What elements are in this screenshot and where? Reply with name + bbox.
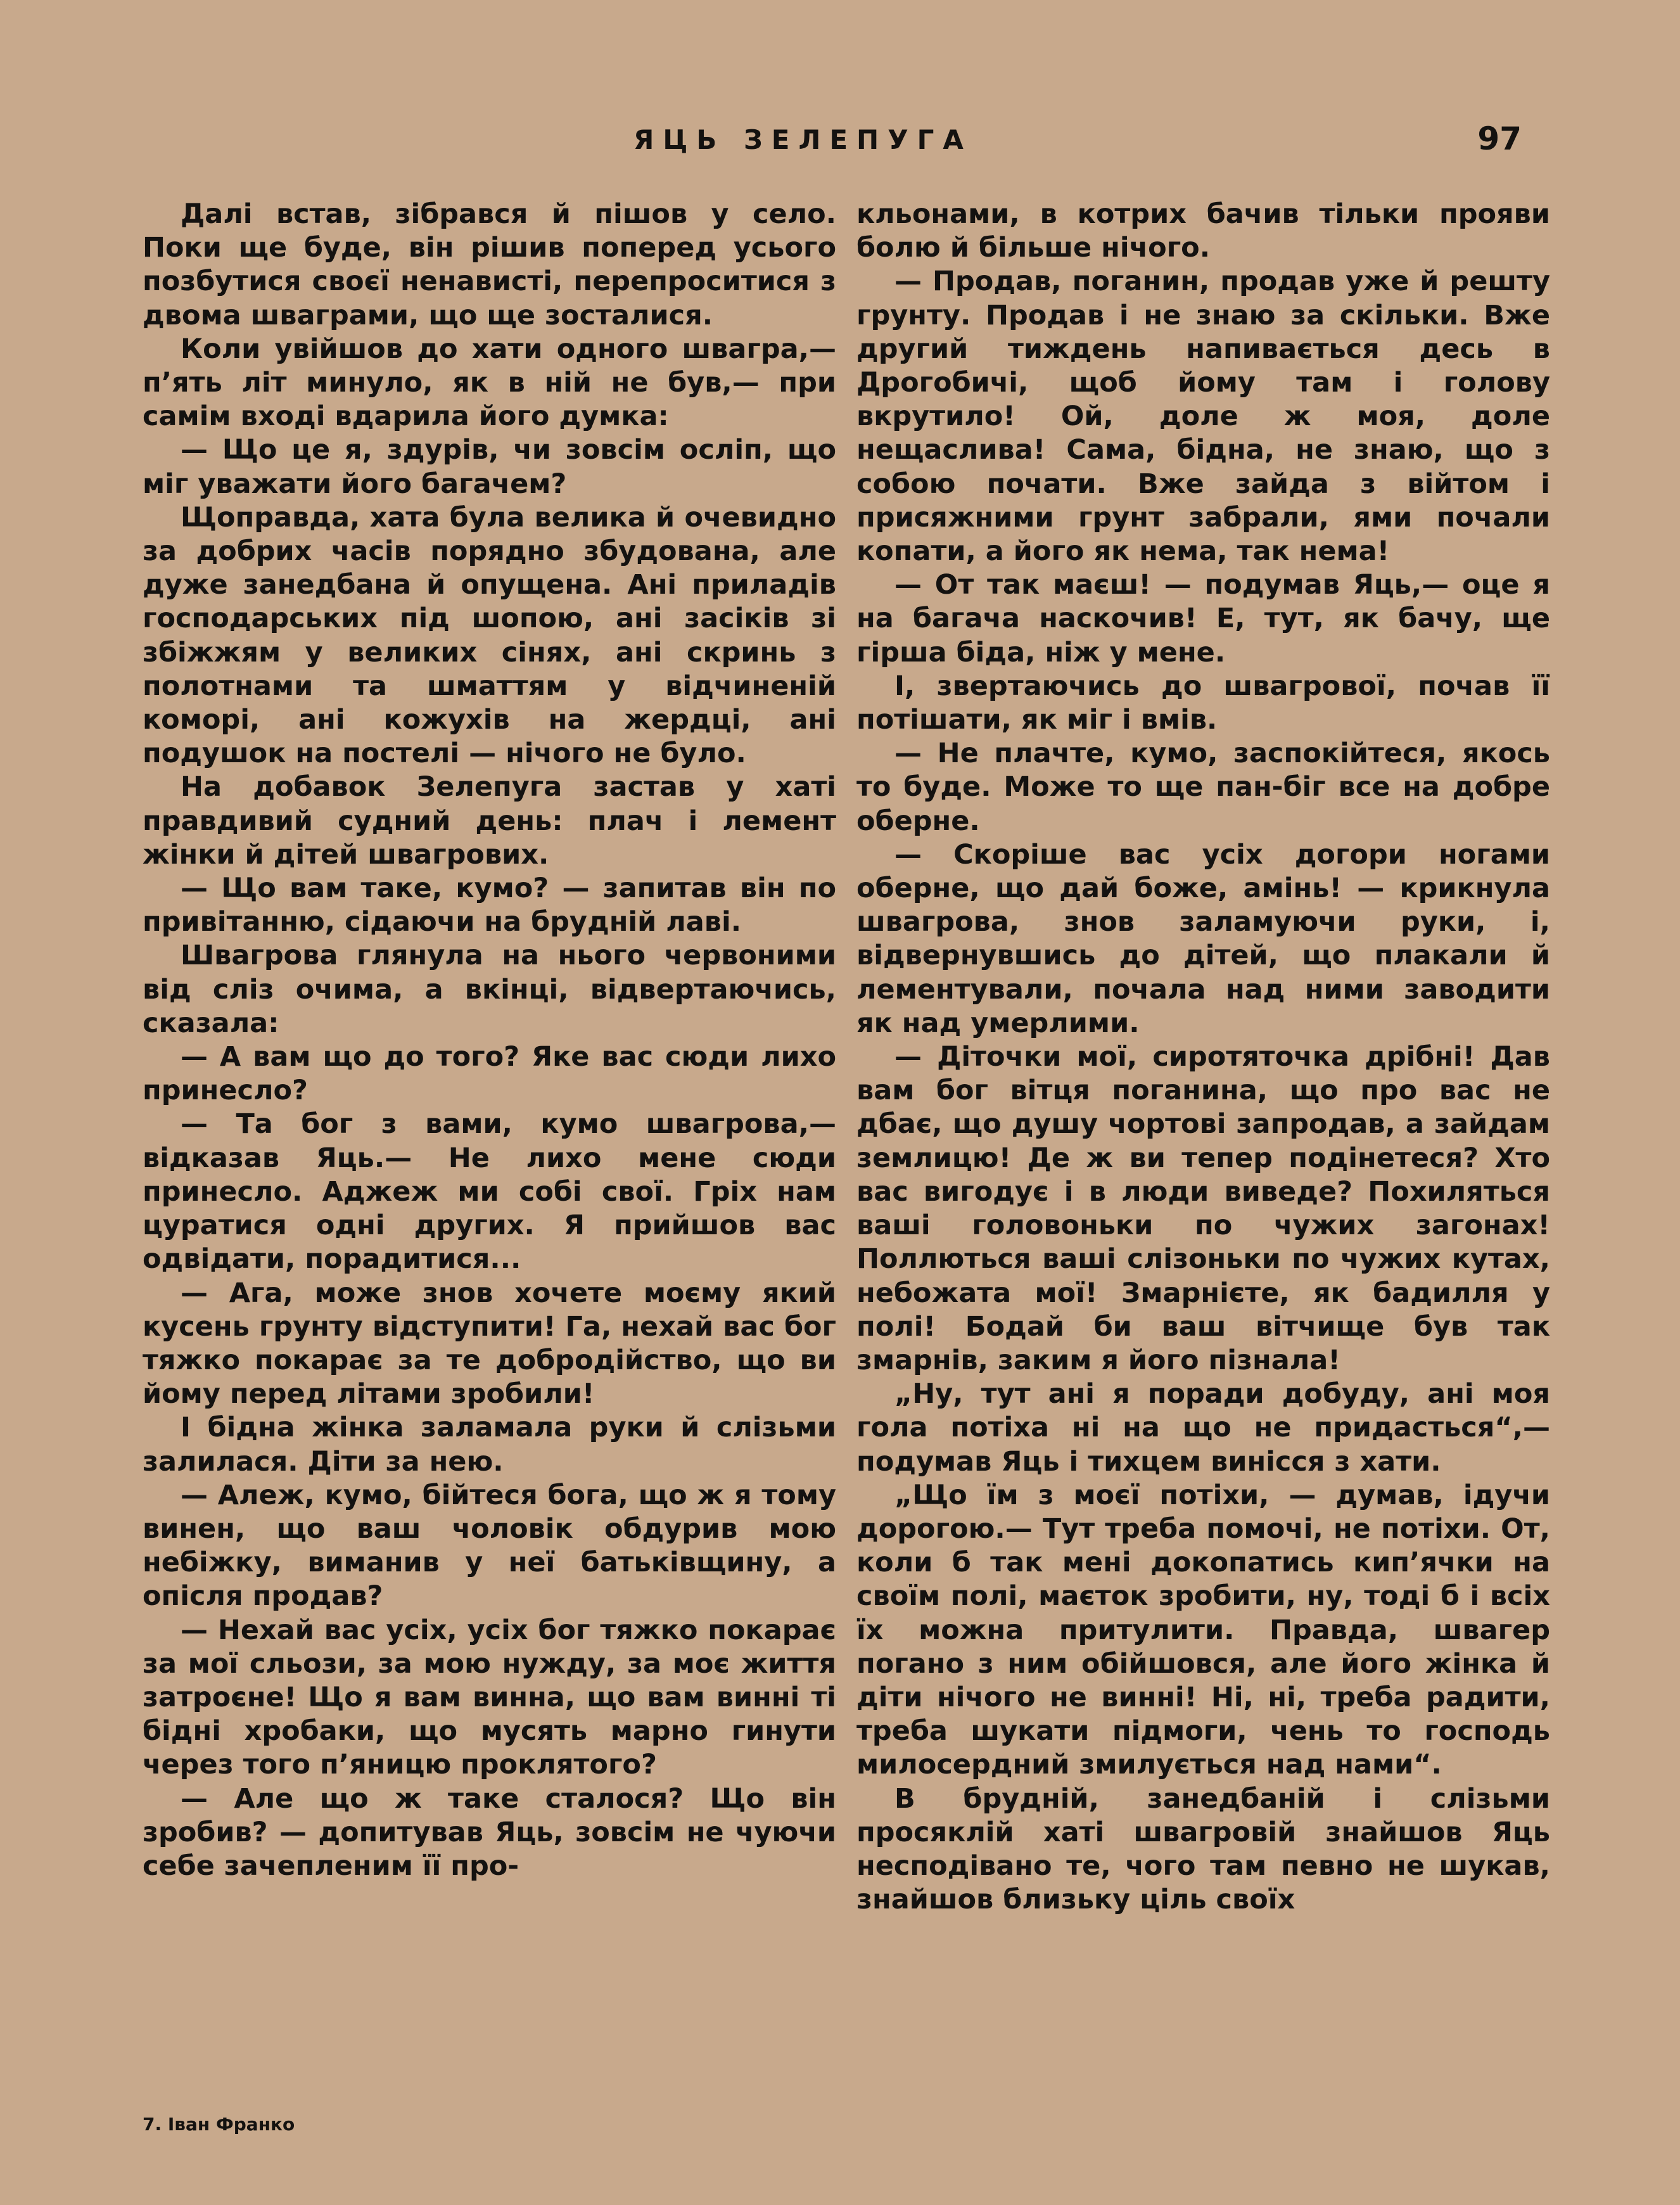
paragraph: — Продав, поганин, продав уже й решту грунту. Продав і не знаю за скільки. Вже другий тиждень напивається десь в Дрогобичі, щоб йому там і голову вкрутило! Ой, доле ж моя, доле нещаслива! Сама, бідна, не знаю, що з собою почати. Вже зайда з війтом і присяжними грунт забрали, ями почали копати, а його як нема, так нема! [856, 265, 1550, 568]
running-title: ЯЦЬ ЗЕЛЕПУГА [633, 124, 972, 155]
paragraph: — Що це я, здурів, чи зовсім осліп, що міг уважати його багачем? [143, 434, 836, 500]
paragraph: — От так маєш! — подумав Яць,— оце я на багача наскочив! Е, тут, як бачу, ще гірша біда, ніж у мене. [856, 569, 1550, 668]
paragraph: — Алеж, кумо, бійтеся бога, що ж я тому винен, що ваш чоловік обдурив мою небіжку, виманив у неї батьківщину, а опісля продав? [143, 1479, 836, 1613]
paragraph: — А вам що до того? Яке вас сюди лихо принесло? [143, 1041, 836, 1107]
page-number: 97 [1477, 120, 1522, 157]
right-column [856, 198, 1550, 1917]
paragraph: В брудній, занедбаній і слізьми просяклій хаті швагровій знайшов Яць несподівано те, чого там певно не шукав, знайшов близьку ціль своїх [856, 1782, 1550, 1916]
paragraph: — Але що ж таке сталося? Що він зробив? — допитував Яць, зовсім не чуючи себе зачепленим її про- [143, 1782, 836, 1882]
signature-mark: 7. Іван Франко [143, 2114, 295, 2135]
paragraph: — Ага, може знов хочете моєму який кусень грунту відступити! Га, нехай вас бог тяжко покарає за те добродійство, що ви йому перед літами зробили! [143, 1277, 836, 1410]
paragraph: Коли увійшов до хати одного швагра,— п’ять літ минуло, як в ній не був,— при самім вході вдарила його думка: [143, 333, 836, 433]
paragraph: — Нехай вас усіх, усіх бог тяжко покарає за мої сльози, за мою нужду, за моє життя затроєне! Що я вам винна, що вам винні ті бідні хробаки, що мусять марно гинути через того п’яницю проклятого? [143, 1614, 836, 1781]
paragraph: Швагрова глянула на нього червоними від сліз очима, а вкінці, відвертаючись, сказала: [143, 940, 836, 1039]
paragraph: І бідна жінка заламала руки й слізьми залилася. Діти за нею. [143, 1412, 836, 1478]
paragraph: — Що вам таке, кумо? — запитав він по привітанню, сідаючи на брудній лаві. [143, 872, 836, 938]
left-column [143, 198, 836, 1883]
paragraph: — Та бог з вами, кумо швагрова,— відказав Яць.— Не лихо мене сюди принесло. Аджеж ми собі свої. Гріх нам цуратися одні других. Я прийшов вас одвідати, порадитися... [143, 1108, 836, 1275]
paragraph: — Не плачте, кумо, заспокійтеся, якось то буде. Може то ще пан-біг все на добре оберне. [856, 738, 1550, 837]
paragraph: На добавок Зелепуга застав у хаті правдивий судний день: плач і лемент жінки й дітей швагрових. [143, 771, 836, 871]
paragraph: „Що їм з моєї потіхи, — думав, ідучи дорогою.— Тут треба помочі, не потіхи. От, коли б так мені докопатись кип’ячки на своїм полі, маєток зробити, ну, тоді б і всіх їх можна притулити. Правда, швагер погано з ним обійшовся, але його жінка й діти нічого не винні! Ні, ні, треба радити, треба шукати підмоги, чень то господь милосердний змилується над нами“. [856, 1479, 1550, 1781]
paragraph: — Скоріше вас усіх догори ногами оберне, що дай боже, амінь! — крикнула швагрова, знов заламуючи руки, і, відвернувшись до дітей, що плакали й лементували, почала над ними заводити як над умерлими. [856, 838, 1550, 1039]
paragraph: — Діточки мої, сиротяточка дрібні! Дав вам бог вітця поганина, що про вас не дбає, що душу чортові запродав, а зайдам землицю! Де ж ви тепер подінетеся? Хто вас вигодує і в люди виведе? Похиляться ваші головоньки по чужих загонах! Поллються ваші слізоньки по чужих кутах, небожата мої! Змарнієте, як бадилля у полі! Бодай би ваш вітчище був так змарнів, заким я його пізнала! [856, 1041, 1550, 1376]
paragraph-continuation: кльонами, в котрих бачив тільки прояви болю й більше нічого. [856, 198, 1550, 264]
paragraph: І, звертаючись до швагрової, почав її потішати, як міг і вмів. [856, 670, 1550, 736]
paragraph: Далі встав, зібрався й пішов у село. Поки ще буде, він рішив поперед усього позбутися своєї ненависті, перепроситися з двома шваграми, що ще зосталися. [143, 198, 836, 331]
paragraph: „Ну, тут ані я поради добуду, ані моя гола потіха ні на що не придасться“,— подумав Яць і тихцем винісся з хати. [856, 1378, 1550, 1478]
paragraph: Щоправда, хата була велика й очевидно за добрих часів порядно збудована, але дуже занедбана й опущена. Ані приладів господарських під шопою, ані засіків зі збіжжям у великих сінях, ані скринь з полотнами та шматтям у відчиненій коморі, ані кожухів на жердці, ані подушок на постелі — нічого не було. [143, 501, 836, 770]
